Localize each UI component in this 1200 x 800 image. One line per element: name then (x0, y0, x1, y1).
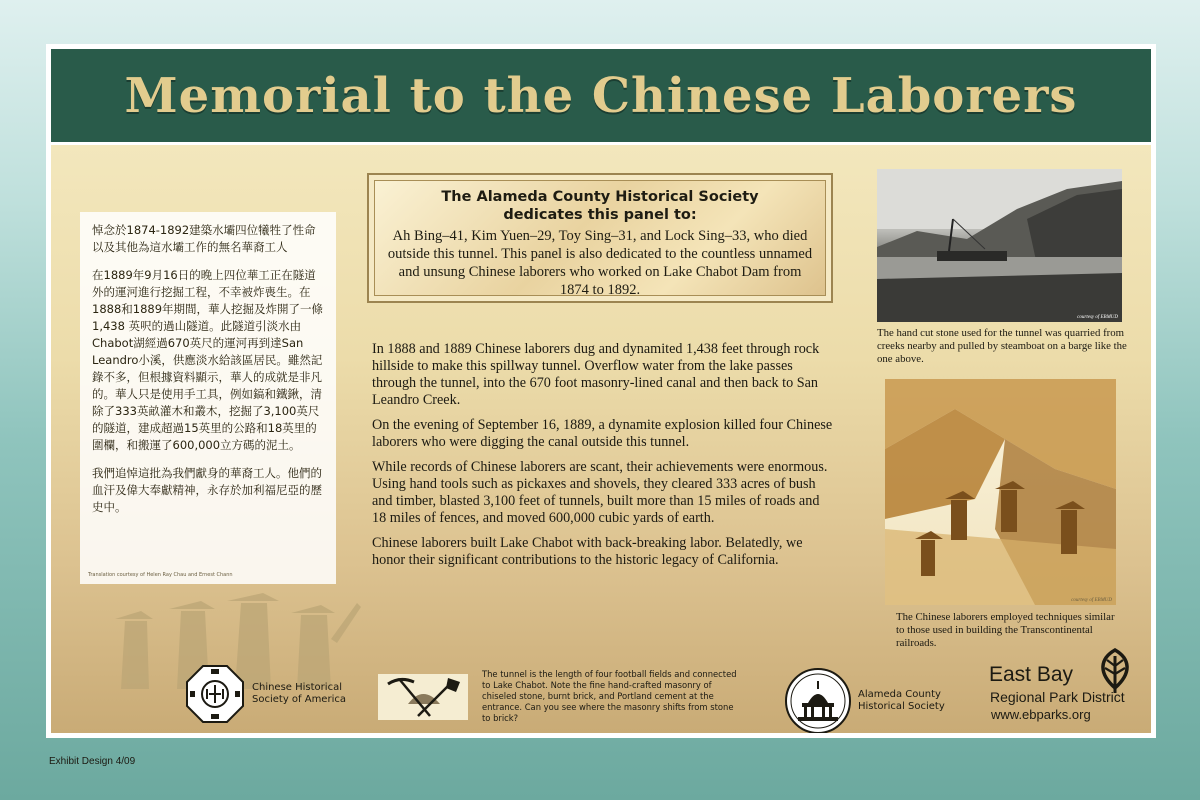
achs-line-2: Historical Society (858, 701, 945, 712)
photo2-credit: courtesy of EBMUD (1071, 598, 1112, 603)
ebrpd-name: East Bay (989, 663, 1074, 686)
chs-logo-text (252, 682, 346, 706)
oak-leaf-icon (1095, 648, 1135, 694)
dedication-body: Ah Bing–41, Kim Yuen–29, Toy Sing–31, and Lock Sing–33, who died outside this tunnel. This panel is also dedicated to the countless unnamed and unsung Chinese laborers who worked on Lake Chabot Dam from 1874 to 1892. (387, 228, 813, 298)
chs-logo (184, 663, 346, 725)
main-paragraph-2: On the evening of September 16, 1889, a dynamite explosion killed four Chinese laborers who were digging the canal outside this tunnel. (372, 417, 833, 450)
photo1-credit: courtesy of EBMUD (1077, 315, 1118, 320)
photo2-caption: The Chinese laborers employed techniques similar to those used in building the Transcontinental railroads. (896, 611, 1115, 649)
ebrpd-subtitle: Regional Park District (990, 689, 1125, 705)
chs-logo-icon (184, 663, 246, 725)
ebrpd-logo (987, 646, 1147, 733)
exhibit-design-label: Exhibit Design 4/09 (49, 756, 136, 767)
chinese-paragraph-1: 悼念於1874-1892建築水壩四位犧牲了性命以及其他為這水壩工作的無名華裔工人 (92, 223, 316, 254)
capitol-dome-icon (784, 667, 852, 733)
dedication-heading-2: dedicates this panel to: (503, 207, 697, 223)
exhibit-panel (46, 44, 1156, 738)
tunnel-note: The tunnel is the length of four football fields and connected to Lake Chabot. Note the fine hand-crafted masonry of chiseled stone, burnt brick, and Portland cement at the entrance. Can you see where the masonry shifts from stone to brick? (482, 669, 737, 723)
chinese-text-box (80, 212, 336, 584)
dedication-heading-1: The Alameda County Historical Society (441, 189, 759, 205)
chs-line-2: Society of America (252, 694, 346, 705)
achs-logo (784, 667, 945, 733)
main-text (372, 341, 834, 577)
chinese-paragraph-2: 在1889年9月16日的晚上四位華工正在隧道外的運河進行挖掘工程，不幸被炸喪生。在1888和1889年期間，華人挖掘及炸開了一條1,438 英呎的過山隧道。此隧道引淡水由Chabot湖經過670英尺的運河再到達San Leandro小溪，供應淡水給該區居民。雖然記錄不多，但根據資料顯示，華人的成就是非凡的。華人只是使用手工具，例如鎬和鐵鍬，清除了333英畝灌木和叢木，挖掘了3,100英尺的隧道，建成超過15英里的公路和18英里的圍欄，和搬運了600,000立方碼的泥土。 (92, 268, 324, 452)
achs-line-1: Alameda County (858, 689, 941, 700)
pick-shovel-icon (378, 674, 468, 720)
main-paragraph-4: Chinese laborers built Lake Chabot with back-breaking labor. Belatedly, we honor their significant contributions to the historic legacy of California. (372, 535, 803, 568)
main-paragraph-1: In 1888 and 1889 Chinese laborers dug and dynamited 1,438 feet through rock hillside to make this spillway tunnel. Overflow water from the lake passes through the tunnel, into the 670 foot masonry-lined canal and then back to San Leandro Creek. (372, 341, 820, 408)
achs-logo-text (858, 689, 945, 713)
page-title: Memorial to the Chinese Laborers (124, 67, 1078, 124)
panel-inner (51, 49, 1151, 733)
title-banner (51, 49, 1151, 145)
barge-photo (877, 169, 1122, 322)
chinese-paragraph-3: 我們追悼這批為我們獻身的華裔工人。他們的血汗及偉大奉獻精神，永存於加利福尼亞的歷史中。 (92, 466, 322, 514)
dedication-plaque (367, 173, 833, 303)
barge-photo-scene (877, 169, 1122, 322)
photo1-caption: The hand cut stone used for the tunnel was quarried from creeks nearby and pulled by steamboat on a barge like the one above. (877, 327, 1127, 365)
translation-credit: Translation courtesy of Helen Ray Chau and Ernest Chann (88, 572, 233, 578)
chs-line-1: Chinese Historical (252, 682, 342, 693)
ebrpd-url: www.ebparks.org (991, 707, 1091, 722)
tools-illustration (378, 674, 468, 720)
laborers-engraving-scene (885, 379, 1116, 605)
laborers-engraving (885, 379, 1116, 605)
main-paragraph-3: While records of Chinese laborers are scant, their achievements were enormous. Using hand tools such as pickaxes and shovels, they cleared 333 acres of bush and timber, blasted 3,100 feet of tunnels, built more than 15 miles of roads and 18 miles of fences, and moved 600,000 cubic yards of earth. (372, 459, 828, 526)
